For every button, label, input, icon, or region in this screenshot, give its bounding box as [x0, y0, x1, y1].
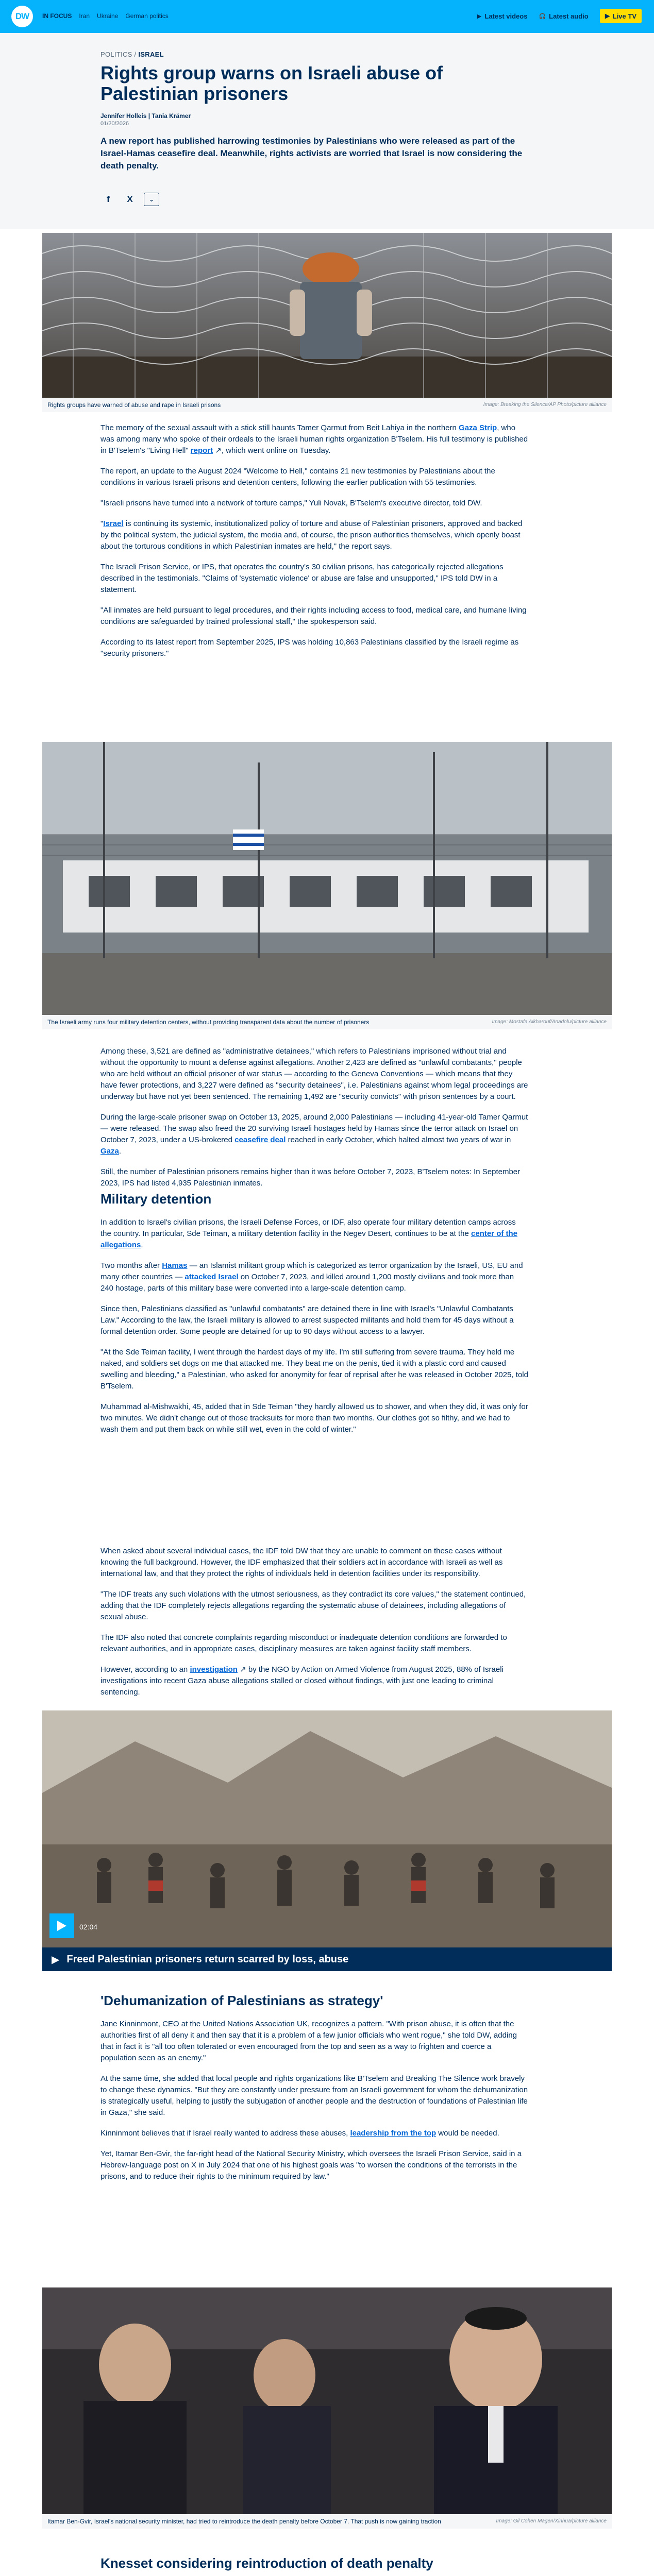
share-bar: [100, 192, 159, 207]
hero-image: [42, 233, 612, 398]
video-player[interactable]: [42, 1710, 612, 1947]
article-body-section-3: [100, 1217, 528, 1445]
knesset-image-figure: [42, 2287, 612, 2529]
headphones-icon: 🎧: [539, 13, 546, 20]
breadcrumb: POLITICS / ISRAEL: [100, 50, 164, 58]
more-share-icon[interactable]: ⌄: [144, 193, 159, 206]
paragraph: According to its latest report from September 2025, IPS was holding 10,863 Palestinians classified by the Israeli regime as "security prisoners.": [100, 638, 519, 658]
ben-gvir-photo: [42, 2287, 612, 2514]
live-tv-icon: ▶: [605, 12, 610, 20]
knesset-image: [42, 2287, 612, 2514]
page-title: Rights group warns on Israeli abuse of Palestinian prisoners: [100, 62, 443, 104]
paragraph: Kinninmont believes that if Israel really wanted to address these abuses, leadership from the top would be needed.: [100, 2129, 499, 2138]
hamas-link[interactable]: Hamas: [162, 1261, 188, 1270]
crowd-rubble-photo: [42, 1710, 612, 1947]
top-right-nav: [477, 9, 642, 23]
paragraph: Two months after Hamas — an Islamist militant group which is categorized as terror organization by the Israeli, US, EU and many other countries — attacked Israel on October 7, 2023, and killed around 1,200 mostly civilians and took more than 240 hostage, parts of this military base were converted into a large-scale detention camp.: [100, 1261, 523, 1293]
latest-videos-link[interactable]: ▶ Latest videos: [477, 12, 528, 20]
x-share-icon[interactable]: X: [127, 194, 133, 204]
article-body-section-1: [100, 422, 528, 669]
breadcrumb-section[interactable]: POLITICS: [100, 50, 132, 58]
paragraph: In addition to Israel's civilian prisons, the Israeli Defense Forces, or IDF, also operate four military detention camps across the country. In particular, Sde Teiman, a military detention facility in the Negev Desert, continues to be at the center of the allegations.: [100, 1218, 518, 1249]
article-body-section-4: [100, 1546, 528, 1707]
in-focus-label: IN FOCUS: [42, 12, 72, 20]
section-heading-death-penalty: Knesset considering reintroduction of death penalty: [100, 2555, 433, 2571]
paragraph: "Israel is continuing its systemic, institutionalized policy of torture and abuse of Palestinian prisoners, approved and backed by the political system, the judicial system, the media and, of course, the prison authorities themselves, which openly boast about the torturous conditions in which Palestinian inmates are held," the report says.: [100, 519, 523, 551]
article-body-section-5: [100, 2019, 528, 2192]
in-focus-nav: [42, 12, 169, 20]
video-icon: ▶: [477, 13, 482, 20]
ceasefire-deal-link[interactable]: ceasefire deal: [234, 1136, 286, 1144]
paragraph: Yet, Itamar Ben-Gvir, the far-right head of the National Security Ministry, which oversees the Israeli Prison Service, said in a Hebrew-language post on X in July 2024 that one of his highest goals was "to worsen the conditions of the terrorists in the prisons, and to reduce their rights to the minimum required by law.": [100, 2149, 522, 2181]
detention-center-photo: [42, 742, 612, 1015]
detention-image-caption: The Israeli army runs four military detention centers, without providing transparent data about the number of prisoners Image: Mostafa Alkharouf/Anadolu/picture alliance: [42, 1015, 612, 1029]
top-navigation-bar: [0, 0, 654, 33]
paragraph: "At the Sde Teiman facility, I went through the hardest days of my life. I'm still suffering from severe trauma. They held me naked, and soldiers set dogs on me that attacked me. They beat me on the penis, tied it with a plastic cord and caused swelling and bleeding," a Palestinian, who asked for anonymity for fear of reprisal after he was released in October 2025, told B'Tselem.: [100, 1348, 528, 1391]
section-heading-dehumanization: 'Dehumanization of Palestinians as strategy': [100, 1993, 383, 2008]
publish-date: 01/20/2026: [100, 121, 129, 127]
external-link-icon: ↗: [240, 1665, 246, 1674]
paragraph: The report, an update to the August 2024 "Welcome to Hell," contains 21 new testimonies by Palestinians about the conditions in various Israeli prisons and detention centers, following the earlier publication with 55 testimonies.: [100, 467, 495, 487]
breadcrumb-topic[interactable]: ISRAEL: [138, 50, 164, 58]
play-button[interactable]: [49, 1913, 74, 1938]
paragraph: "The IDF treats any such violations with the utmost seriousness, as they contradict its core values," the statement continued, adding that the IDF completely rejects allegations regarding the systematic abuse of detainees, including allegations of sexual abuse.: [100, 1590, 526, 1621]
knesset-image-credit: Image: Gil Cohen Magen/Xinhua/picture alliance: [496, 2518, 607, 2524]
paragraph: Since then, Palestinians classified as "unlawful combatants" are detained there in line with Israel's "Unlawful Combatants Law." According to the law, the Israeli military is allowed to arrest suspected militants and hold them for 45 days without a formal detention order. Some people are detained for up to 90 days without access to a lawyer.: [100, 1304, 514, 1336]
paragraph: Muhammad al-Mishwakhi, 45, added that in Sde Teiman "they hardly allowed us to shower, and when they did, it was only for two minutes. We didn't change out of those tracksuits for more than two months. Our clothes got so filthy, and we had to wash them and put them back on while still wet, even in the cold of winter.": [100, 1402, 528, 1434]
external-link-icon: ↗: [215, 446, 222, 455]
detention-image-credit: Image: Mostafa Alkharouf/Anadolu/picture alliance: [492, 1019, 607, 1025]
paragraph: Jane Kinninmont, CEO at the United Nations Association UK, recognizes a pattern. "With prison abuse, it is often that the authorities first of all deny it and then say that it is a problem of a few junior officials who went rogue," she told DW, adding that in fact it is "all too often tolerated or even encouraged from the top and seen as a way to frighten and coerce a population seen as an enemy.": [100, 2020, 517, 2062]
detention-image: [42, 742, 612, 1015]
latest-audio-link[interactable]: 🎧 Latest audio: [539, 12, 589, 20]
center-of-allegations-link[interactable]: center of the allegations: [100, 1229, 518, 1249]
paragraph: Among these, 3,521 are defined as "administrative detainees," which refers to Palestinians imprisoned without trial and without the opportunity to mount a defense against allegations. Another 2,423 are defined as "unlawful combatants," people who are held without an official prisoner of war status — according to the Geneva Conventions — which means that they have fewer protections, and 3,227 were defined as "security detainees", i.e. Palestinians against whom legal proceedings are underway but have not yet been sentenced. The remaining 1,492 are "security convicts" with prison sentences by a court.: [100, 1047, 528, 1101]
paragraph: The memory of the sexual assault with a stick still haunts Tamer Qarmut from Beit Lahiya in the northern Gaza Strip, who was among many who spoke of their ordeals to the Israeli human rights organization B'Tselem. His full testimony is published in B'Tselem's "Living Hell" report ↗, which went online on Tuesday.: [100, 423, 528, 455]
play-icon: [57, 1921, 66, 1931]
detention-image-figure: [42, 742, 612, 1029]
section-heading-military-detention: Military detention: [100, 1191, 212, 1207]
report-link[interactable]: report: [190, 446, 213, 455]
paragraph: When asked about several individual cases, the IDF told DW that they are unable to comment on these cases without knowing the full background. However, the IDF emphasized that their soldiers act in accordance with Israeli as well as international law, and that they protect the rights of individuals held in detention facilities under its responsibility.: [100, 1547, 503, 1578]
paragraph: The IDF also noted that concrete complaints regarding misconduct or inadequate detention conditions are forwarded to relevant authorities, and in appropriate cases, disciplinary measures are taken against facility staff members.: [100, 1633, 507, 1653]
knesset-image-caption: Itamar Ben-Gvir, Israel's national security minister, had tried to reintroduce the death penalty before October 7. That push is now gaining traction Image: Gil Cohen Magen/Xinhua/picture alliance: [42, 2514, 612, 2529]
video-title: Freed Palestinian prisoners return scarred by loss, abuse: [66, 1953, 349, 1965]
attacked-israel-link[interactable]: attacked Israel: [185, 1273, 239, 1281]
gaza-strip-link[interactable]: Gaza Strip: [459, 423, 497, 432]
video-duration: 02:04: [79, 1923, 98, 1931]
gaza-link[interactable]: Gaza: [100, 1147, 119, 1156]
barbed-wire-photo: [42, 233, 612, 398]
article-body-section-2: [100, 1046, 528, 1198]
author-byline[interactable]: Jennifer Holleis | Tania Krämer: [100, 112, 191, 120]
paragraph: At the same time, she added that local people and rights organizations like B'Tselem and Breaking The Silence work bravely to change these dynamics. "But they are constantly under pressure from an Israeli government for whom the dehumanization is strategically useful, helping to justify the subjugation of another people and the destruction of foundations of Palestinian life in Gaza," she said.: [100, 2074, 528, 2117]
hero-image-credit: Image: Breaking the Silence/AP Photo/picture alliance: [483, 402, 607, 408]
facebook-share-icon[interactable]: f: [107, 194, 110, 204]
focus-link-german-politics[interactable]: German politics: [125, 12, 169, 20]
dw-logo[interactable]: DW: [11, 6, 33, 27]
video-title-bar[interactable]: [42, 1947, 612, 1971]
live-tv-button[interactable]: ▶ Live TV: [600, 9, 642, 23]
video-icon: ▶: [52, 1954, 60, 1965]
hero-image-figure: [42, 233, 612, 412]
paragraph: "Israeli prisons have turned into a network of torture camps," Yuli Novak, B'Tselem's executive director, told DW.: [100, 499, 482, 507]
paragraph: However, according to an investigation ↗ by the NGO by Action on Armed Violence from August 2025, 88% of Israeli investigations into recent Gaza abuse allegations stalled or closed without findings, with just one leading to criminal sentencing.: [100, 1665, 504, 1697]
paragraph: During the large-scale prisoner swap on October 13, 2025, around 2,000 Palestinians — including 41-year-old Tamer Qarmut — were released. The swap also freed the 20 surviving Israeli hostages held by Hamas since the terror attack on Israel on October 7, 2023, under a US-brokered ceasefire deal reached in early October, which halted almost two years of war in Gaza.: [100, 1113, 528, 1156]
article-teaser: A new report has published harrowing testimonies by Palestinians who were released as part of the Israel-Hamas ceasefire deal. Meanwhile, rights activists are worried that Israel is now considering the death penalty.: [100, 136, 523, 171]
leadership-from-top-link[interactable]: leadership from the top: [350, 2129, 437, 2138]
paragraph: The Israeli Prison Service, or IPS, that operates the country's 30 civilian prisons, has categorically rejected allegations described in the testimonials. "Claims of 'systematic violence' or abuse are false and unsupported," IPS told DW in a statement.: [100, 563, 504, 594]
focus-link-ukraine[interactable]: Ukraine: [97, 12, 119, 20]
focus-link-iran[interactable]: Iran: [79, 12, 90, 20]
israel-link[interactable]: Israel: [103, 519, 124, 528]
video-thumbnail[interactable]: [42, 1710, 612, 1947]
paragraph: Still, the number of Palestinian prisoners remains higher than it was before October 7, 2023, B'Tselem notes: In September 2023, IPS had listed 4,935 Palestinian inmates.: [100, 1167, 521, 1188]
paragraph: "All inmates are held pursuant to legal procedures, and their rights including access to food, medical care, and humane living conditions are safeguarded by trained professional staff," the spokesperson said.: [100, 606, 527, 626]
hero-image-caption: Rights groups have warned of abuse and rape in Israeli prisons Image: Breaking the Silence/AP Photo/picture alliance: [42, 398, 612, 412]
investigation-link[interactable]: investigation: [190, 1665, 238, 1674]
